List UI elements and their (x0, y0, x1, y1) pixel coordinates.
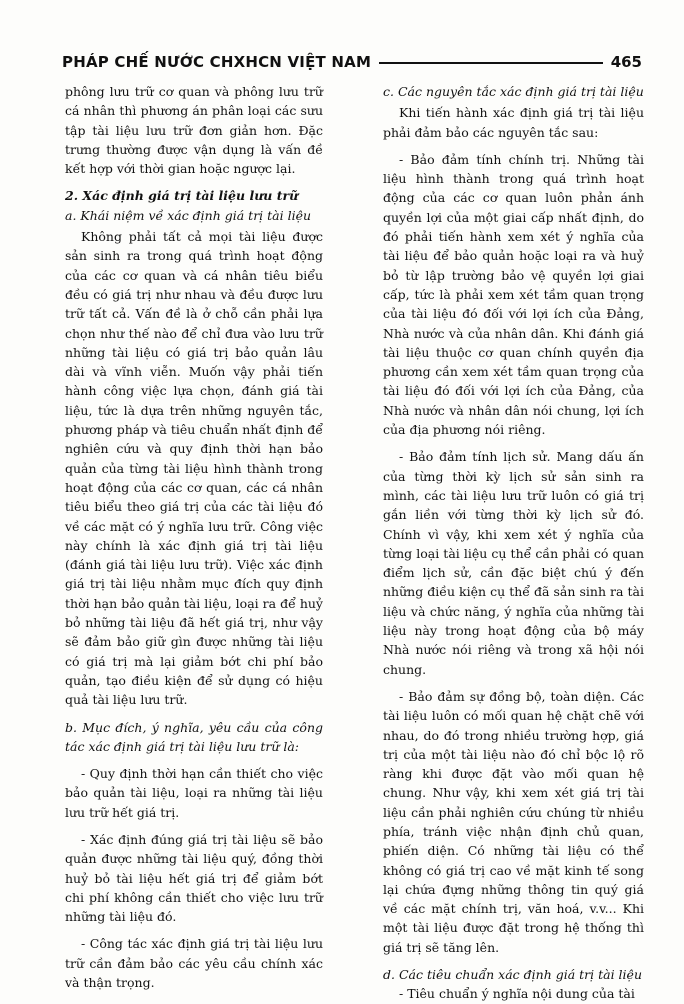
subheading-b: b. Mục đích, ý nghĩa, yêu cầu của công tác xác định giá trị tài liệu lưu trữ là: (65, 719, 323, 754)
left-column (65, 82, 323, 992)
list-item: - Quy định thời hạn cần thiết cho việc bảo quản tài liệu, loại ra những tài liệu lưu trữ hết giá trị. (65, 766, 323, 820)
right-column (383, 82, 644, 1004)
header-rule (379, 62, 603, 64)
header-title: PHÁP CHẾ NƯỚC CHXHCN VIỆT NAM (62, 53, 372, 71)
paragraph: Không phải tất cả mọi tài liệu được sản sinh ra trong quá trình hoạt động của các cơ quan và cá nhân tiêu biểu đều có giá trị như nhau và đều được lưu trữ tất cả. Vấn đề là ở chỗ cần phải lựa chọn như thế nào để chỉ đưa vào lưu trữ những tài liệu có giá trị bảo quản lâu dài và vĩnh viễn. Muốn vậy phải tiến hành công việc lựa chọn, đánh giá tài liệu, tức là dựa trên những nguyên tắc, phương pháp và tiêu chuẩn nhất định để nghiên cứu và quy định thời hạn bảo quản của từng tài liệu hình thành trong hoạt động của các cơ quan, các cá nhân tiêu biểu theo giá trị của các tài liệu đó về các mặt có ý nghĩa lưu trữ. Công việc này chính là xác định giá trị tài liệu (đánh giá tài liệu lưu trữ). Việc xác định giá trị tài liệu nhằm mục đích quy định thời hạn bảo quản tài liệu, loại ra để huỷ bỏ những tài liệu đã hết giá trị, như vậy sẽ đảm bảo giữ gìn được những tài liệu có giá trị mà lại giảm bớt chi phí bảo quản, tạo điều kiện để sử dụng có hiệu quả tài liệu lưu trữ. (65, 229, 323, 708)
list-item: - Tiêu chuẩn ý nghĩa nội dung của tài (399, 986, 635, 1002)
section-heading: 2. Xác định giá trị tài liệu lưu trữ (65, 188, 299, 204)
subheading-a: a. Khái niệm về xác định giá trị tài liệu (65, 207, 312, 223)
running-header (62, 50, 642, 74)
paragraph: Khi tiến hành xác định giá trị tài liệu phải đảm bảo các nguyên tắc sau: (383, 105, 644, 140)
list-item: - Xác định đúng giá trị tài liệu sẽ bảo quản được những tài liệu quý, đồng thời huỷ bỏ tài liệu hết giá trị để giảm bớt chi phí không cần thiết cho việc lưu trữ những tài liệu đó. (65, 831, 323, 925)
list-item: - Bảo đảm tính chính trị. Những tài liệu hình thành trong quá trình hoạt động của các cơ quan luôn phản ánh quyền lợi của một giai cấp nhất định, do đó phải tiến hành xem xét ý nghĩa của tài liệu để bảo quản hoặc loại ra và huỷ bỏ từ lập trường bảo vệ quyền lợi giai cấp, tức là phải xem xét tầm quan trọng của tài liệu đó đối với lợi ích của Đảng, Nhà nước và của nhân dân. Khi đánh giá tài liệu thuộc cơ quan chính quyền địa phương cần xem xét tầm quan trọng của tài liệu đó đối với lợi ích của Đảng, của Nhà nước và nhân dân nói chung, lợi ích của địa phương nói riêng. (383, 151, 644, 438)
subheading-c: c. Các nguyên tắc xác định giá trị tài liệu (383, 84, 644, 99)
paragraph-continuation: phông lưu trữ cơ quan và phông lưu trữ cá nhân thì phương án phân loại các sưu tập tài liệu lưu trữ đơn giản hơn. Đặc trưng thường được vận dụng là vấn đề kết hợp với thời gian hoặc ngược lại. (65, 84, 323, 177)
subheading-d: d. Các tiêu chuẩn xác định giá trị tài liệu (383, 967, 643, 983)
list-item: - Bảo đảm tính lịch sử. Mang dấu ấn của từng thời kỳ lịch sử sản sinh ra mình, các tài liệu lưu trữ luôn có giá trị gắn liền với từng thời kỳ lịch sử đó. Chính vì vậy, khi xem xét ý nghĩa của từng loại tài liệu cụ thể cần phải có quan điểm lịch sử, cần đặc biệt chú ý đến những điều kiện cụ thể đã sản sinh ra tài liệu và chức năng, ý nghĩa của những tài liệu này trong hoạt động của bộ máy Nhà nước nói riêng và trong xã hội nói chung. (383, 449, 644, 677)
list-item: - Công tác xác định giá trị tài liệu lưu trữ cần đảm bảo các yêu cầu chính xác và thận trọng. (65, 936, 323, 991)
page-number: 465 (610, 53, 642, 71)
list-item: - Bảo đảm sự đồng bộ, toàn diện. Các tài liệu luôn có mối quan hệ chặt chẽ với nhau, do đó trong nhiều trường hợp, giá trị của một tài liệu nào đó chỉ bộc lộ rõ ràng khi được đặt vào mối quan hệ chung. Như vậy, khi xem xét giá trị tài liệu cần phải nghiên cứu chúng từ nhiều phía, tránh việc nhận định chủ quan, phiến diện. Có những tài liệu có thể không có giá trị cao về mặt kinh tế song lại chứa đựng những thông tin quý giá về các mặt chính trị, văn hoá, v.v... Khi một tài liệu được đặt trong hệ thống thì giá trị sẽ tăng lên. (383, 688, 644, 955)
